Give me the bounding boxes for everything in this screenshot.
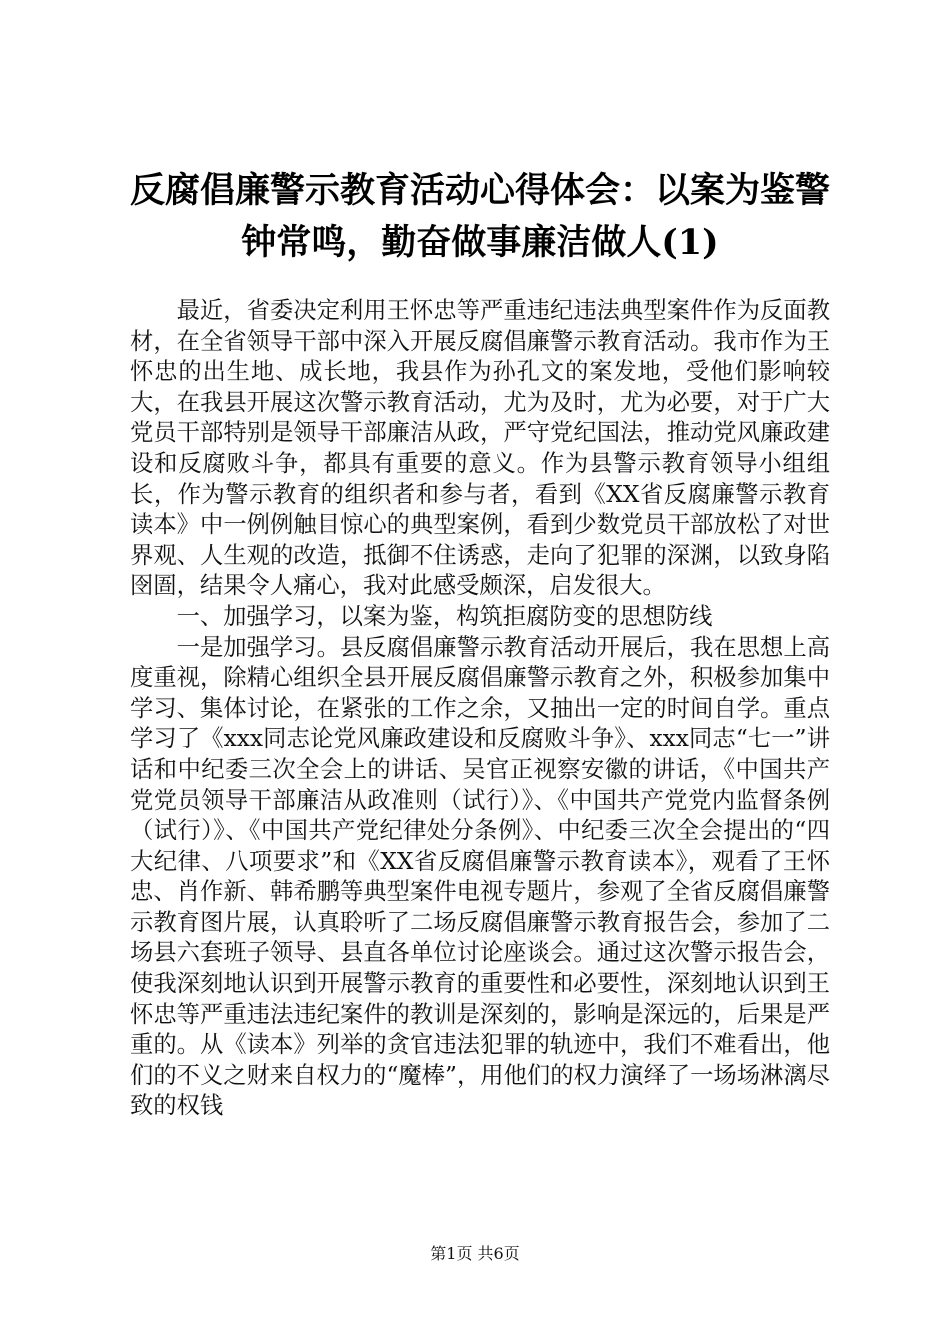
title-line-2: 钟常鸣，勤奋做事廉洁做人(1) (241, 222, 719, 263)
title-line-1: 反腐倡廉警示教育活动心得体会：以案为鉴警 (129, 170, 830, 211)
section-heading: 一、加强学习，以案为鉴，构筑拒腐防变的思想防线 (176, 602, 713, 630)
document-title (120, 165, 840, 269)
paragraph-intro: 最近，省委决定利用王怀忠等严重违纪违法典型案件作为反面教材，在全省领导干部中深入开展反腐倡廉警示教育活动。我市作为王怀忠的出生地、成长地，我县作为孙孔文的案发地，受他们影响较大，在我县开展这次警示教育活动，尤为及时，尤为必要，对于广大党员干部特别是领导干部廉洁从政，严守党纪国法，推动党风廉政建设和反腐败斗争，都具有重要的意义。作为县警示教育领导小组组长，作为警示教育的组织者和参与者，看到《XX省反腐廉警示教育读本》中一例例触目惊心的典型案例，看到少数党员干部放松了对世界观、人生观的改造，抵御不住诱惑，走向了犯罪的深渊，以致身陷囹圄，结果令人痛心，我对此感受颇深，启发很大。 (130, 297, 830, 600)
document-body (130, 296, 830, 1122)
page-footer: 第1页 共6页 (430, 1244, 520, 1263)
paragraph-study: 一是加强学习。县反腐倡廉警示教育活动开展后，我在思想上高度重视，除精心组织全县开展反腐倡廉警示教育之外，积极参加集中学习、集体讨论，在紧张的工作之余，又抽出一定的时间自学。重点学习了《xxx同志论党风廉政建设和反腐败斗争》、xxx同志“七一”讲话和中纪委三次全会上的讲话、吴官正视察安徽的讲话，《中国共产党党员领导干部廉洁从政准则（试行）》、《中国共产党党内监督条例（试行）》、《中国共产党纪律处分条例》、中纪委三次全会提出的“四大纪律、八项要求”和《XX省反腐倡廉警示教育读本》，观看了王怀忠、肖作新、韩希鹏等典型案件电视专题片，参观了全省反腐倡廉警示教育图片展，认真聆听了二场反腐倡廉警示教育报告会，参加了二场县六套班子领导、县直各单位讨论座谈会。通过这次警示报告会，使我深刻地认识到开展警示教育的重要性和必要性，深刻地认识到王怀忠等严重违法违纪案件的教训是深刻的，影响是深远的，后果是严重的。从《读本》列举的贪官违法犯罪的轨迹中，我们不难看出，他们的不义之财来自权力的“魔棒”，用他们的权力演绎了一场场淋漓尽致的权钱 (130, 633, 830, 1120)
